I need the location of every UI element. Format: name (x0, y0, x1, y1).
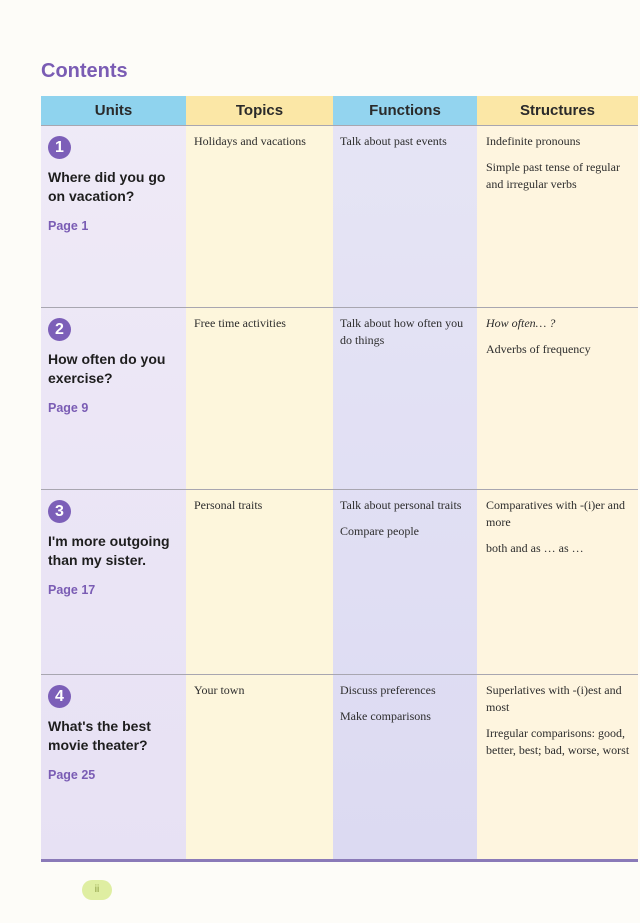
structure-item: Simple past tense of regular and irregular verbs (486, 160, 620, 191)
function-item: Talk about personal traits (340, 498, 462, 512)
header-structures: Structures (477, 96, 638, 125)
function-item: Compare people (340, 524, 419, 538)
unit-number-badge: 4 (48, 685, 71, 708)
function-item: Discuss preferences (340, 683, 436, 697)
unit-number-badge: 3 (48, 500, 71, 523)
structures-cell (486, 497, 636, 566)
functions-cell (340, 133, 478, 159)
function-item: Make comparisons (340, 709, 431, 723)
topic-item: Free time activities (194, 316, 286, 330)
unit-page-link[interactable]: Page 9 (48, 401, 89, 415)
topic-item: Your town (194, 683, 245, 697)
topic-item: Personal traits (194, 498, 263, 512)
structure-item: Adverbs of frequency (486, 342, 591, 356)
unit-row-4 (41, 674, 638, 854)
unit-page-link[interactable]: Page 1 (48, 219, 89, 233)
structures-cell (486, 682, 636, 768)
header-topics: Topics (186, 96, 333, 125)
functions-cell (340, 497, 478, 549)
unit-number-badge: 1 (48, 136, 71, 159)
unit-title: What's the best movie theater? (48, 718, 151, 753)
unit-page-link[interactable]: Page 25 (48, 768, 96, 782)
structure-item: Irregular comparisons: good, better, best; bad, worse, worst (486, 726, 630, 757)
unit-title: I'm more outgoing than my sister. (48, 533, 170, 568)
structure-item: Comparatives with -(i)er and more (486, 498, 625, 529)
structure-item: Superlatives with -(i)est and most (486, 683, 622, 714)
unit-row-3 (41, 489, 638, 669)
function-item: Talk about past events (340, 134, 447, 148)
unit-title: Where did you go on vacation? (48, 169, 166, 204)
structures-cell (486, 133, 636, 202)
unit-number-badge: 2 (48, 318, 71, 341)
unit-page-link[interactable]: Page 17 (48, 583, 96, 597)
structure-item: both and as … as … (486, 541, 584, 555)
topics-cell (194, 133, 334, 159)
unit-row-1 (41, 125, 638, 305)
header-functions: Functions (333, 96, 477, 125)
topic-item: Holidays and vacations (194, 134, 306, 148)
header-units: Units (41, 96, 186, 125)
functions-cell (340, 315, 478, 358)
structure-item: Indefinite pronouns (486, 134, 581, 148)
functions-cell (340, 682, 478, 734)
page-number-badge: ii (82, 880, 112, 900)
topics-cell (194, 682, 334, 708)
unit-row-2 (41, 307, 638, 487)
topics-cell (194, 497, 334, 523)
function-item: Talk about how often you do things (340, 316, 464, 347)
topics-cell (194, 315, 334, 341)
unit-title: How often do you exercise? (48, 351, 166, 386)
table-bottom-rule (41, 859, 638, 862)
structure-item: How often… ? (486, 316, 556, 330)
page-title: Contents (41, 60, 128, 82)
structures-cell (486, 315, 636, 367)
